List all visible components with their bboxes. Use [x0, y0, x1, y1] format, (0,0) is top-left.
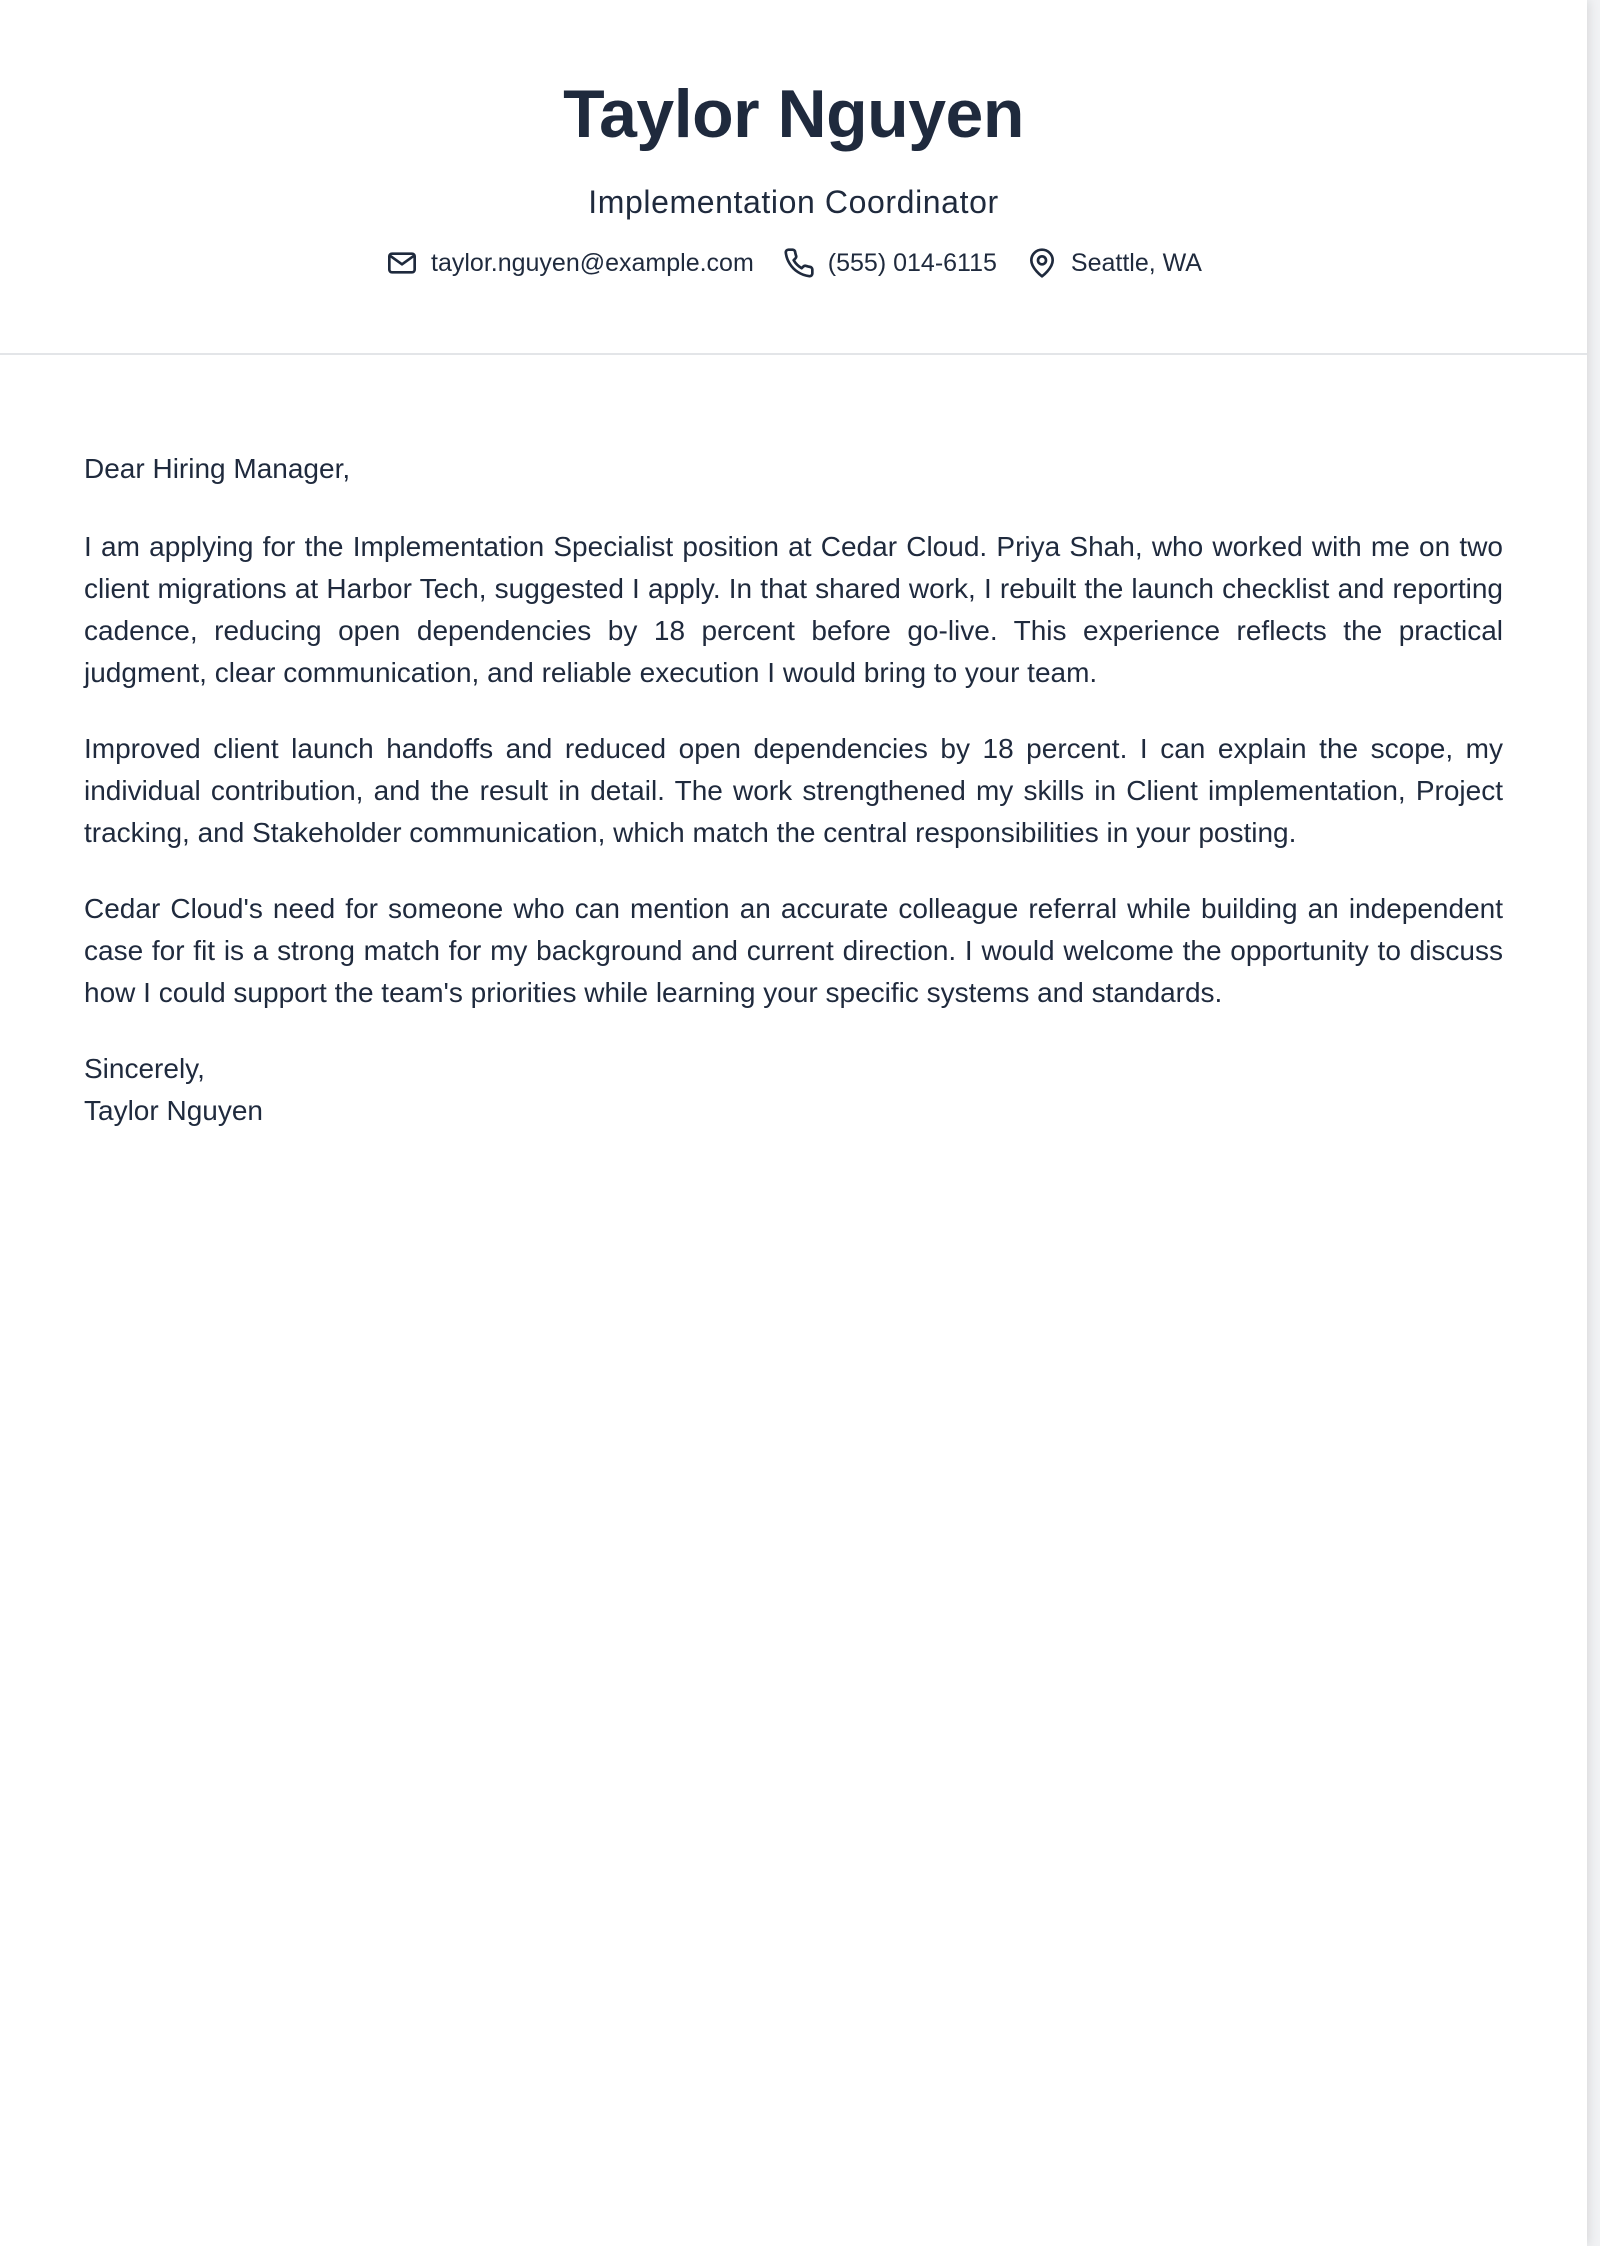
contact-row: [0, 246, 1587, 280]
letter-header: [0, 0, 1587, 355]
applicant-title: Implementation Coordinator: [588, 184, 999, 220]
email-text: taylor.nguyen@example.com: [431, 249, 754, 277]
location-text: Seattle, WA: [1070, 249, 1202, 277]
paragraph-2: Improved client launch handoffs and reduced open dependencies by 18 percent. I can explain the scope, my individual contribution, and the result in detail. The work strengthened my skills in Client implementation, Project tracking, and Stakeholder communication, which match the central responsibilities in your posting.: [84, 733, 1503, 848]
closing: Sincerely,: [84, 1053, 205, 1084]
letter-body: [0, 355, 1587, 1132]
phone-text: (555) 014-6115: [827, 249, 997, 277]
map-pin-icon: [1025, 246, 1059, 280]
paragraph-1: I am applying for the Implementation Specialist position at Cedar Cloud. Priya Shah, who worked with me on two client migrations at Harbor Tech, suggested I apply. In that shared work, I rebuilt the launch checklist and reporting cadence, reducing open dependencies by 18 percent before go-live. This experience reflects the practical judgment, clear communication, and reliable execution I would bring to your team.: [84, 531, 1503, 688]
paragraph-3: Cedar Cloud's need for someone who can mention an accurate colleague referral while building an independent case for fit is a strong match for my background and current direction. I would welcome the opportunity to discuss how I could support the team's priorities while learning your specific systems and standards.: [84, 893, 1503, 1008]
contact-phone[interactable]: [782, 246, 997, 280]
contact-email[interactable]: [385, 246, 754, 280]
applicant-name: Taylor Nguyen: [563, 76, 1024, 152]
signature: Taylor Nguyen: [84, 1095, 263, 1126]
envelope-icon: [385, 246, 419, 280]
contact-location: [1025, 246, 1202, 280]
salutation: Dear Hiring Manager,: [84, 453, 351, 484]
phone-icon: [782, 246, 816, 280]
